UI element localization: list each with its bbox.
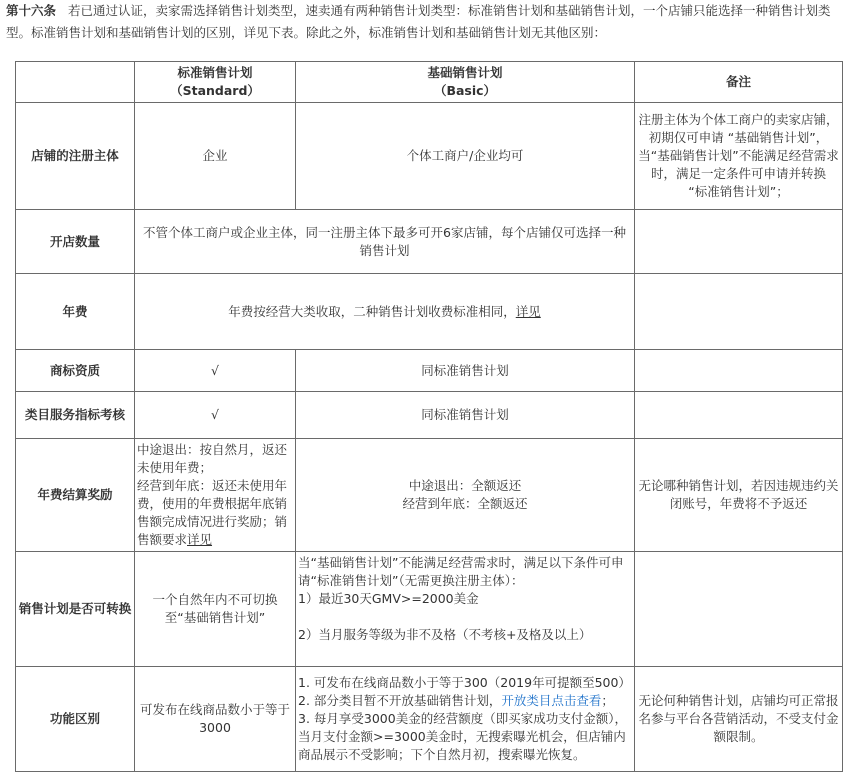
row-label-fee-reward: 年费结算奖励	[16, 439, 135, 552]
sales-plan-table	[15, 61, 843, 772]
cell-standard-trademark: √	[135, 350, 296, 392]
cell-basic-category-kpi: 同标准销售计划	[296, 392, 635, 439]
reward-detail-link[interactable]: 详见	[187, 532, 213, 547]
table-row	[16, 439, 843, 552]
cell-remark-features: 无论何种销售计划，店铺均可正常报名参与平台各营销活动，不受支付金额限制。	[635, 667, 843, 772]
cell-standard-features: 可发布在线商品数小于等于3000	[135, 667, 296, 772]
cell-store-count-merged: 不管个体工商户或企业主体，同一注册主体下最多可开6家店铺，每个店铺仅可选择一种销售计划	[135, 210, 635, 274]
header-remark: 备注	[635, 62, 843, 103]
cell-remark-category-kpi	[635, 392, 843, 439]
cell-remark-annual-fee	[635, 274, 843, 350]
cell-basic-fee-reward: 中途退出：全额返还 经营到年底：全额返还	[296, 439, 635, 552]
cell-remark-registration: 注册主体为个体工商户的卖家店铺，初期仅可申请 “基础销售计划”，当“基础销售计划”不能满足经营需求时，满足一定条件可申请并转换 “标准销售计划”；	[635, 103, 843, 210]
cell-basic-features: 1. 可发布在线商品数小于等于300（2019年可提额至500） 2. 部分类目暂不开放基础销售计划，开放类目点击查看； 3. 每月享受3000美金的经营额度（即买家成功支付金额），当月支付金额>=3000美金时，无搜索曝光机会，但店铺内商品展示不受影响；下个自然月初，搜索曝光恢复。	[296, 667, 635, 772]
cell-remark-fee-reward: 无论哪种销售计划，若因违规违约关闭账号，年费将不予返还	[635, 439, 843, 552]
header-row	[16, 62, 843, 103]
table-row	[16, 392, 843, 439]
intro-paragraph	[6, 0, 854, 44]
cell-basic-registration: 个体工商户/企业均可	[296, 103, 635, 210]
row-label-store-count: 开店数量	[16, 210, 135, 274]
header-standard: 标准销售计划 （Standard）	[135, 62, 296, 103]
cell-annual-fee-merged: 年费按经营大类收取，二种销售计划收费标准相同，详见	[135, 274, 635, 350]
row-label-convertible: 销售计划是否可转换	[16, 552, 135, 667]
row-label-registration: 店铺的注册主体	[16, 103, 135, 210]
open-categories-link[interactable]: 开放类目点击查看	[501, 693, 602, 708]
intro-text: 若已通过认证，卖家需选择销售计划类型，速卖通有两种销售计划类型：标准销售计划和基础销售计划，一个店铺只能选择一种销售计划类型。标准销售计划和基础销售计划的区别，详见下表。除此之外，标准销售计划和基础销售计划无其他区别：	[6, 3, 831, 40]
cell-remark-convertible	[635, 552, 843, 667]
cell-standard-fee-reward: 中途退出：按自然月，返还未使用年费； 经营到年底：返还未使用年费，使用的年费根据年底销售额完成情况进行奖励；销售额要求详见	[135, 439, 296, 552]
cell-standard-convertible: 一个自然年内不可切换至“基础销售计划”	[135, 552, 296, 667]
row-label-trademark: 商标资质	[16, 350, 135, 392]
cell-basic-convertible: 当“基础销售计划”不能满足经营需求时，满足以下条件可申请“标准销售计划”（无需更换注册主体）： 1）最近30天GMV>=2000美金 2）当月服务等级为非不及格（不考核+及格及以上）	[296, 552, 635, 667]
table-row	[16, 667, 843, 772]
table-row	[16, 103, 843, 210]
table-row	[16, 552, 843, 667]
cell-basic-trademark: 同标准销售计划	[296, 350, 635, 392]
corner-cell	[16, 62, 135, 103]
cell-remark-store-count	[635, 210, 843, 274]
cell-remark-trademark	[635, 350, 843, 392]
header-basic: 基础销售计划 （Basic）	[296, 62, 635, 103]
table-row	[16, 274, 843, 350]
article-number: 第十六条	[6, 3, 57, 18]
cell-standard-category-kpi: √	[135, 392, 296, 439]
row-label-annual-fee: 年费	[16, 274, 135, 350]
table-row	[16, 350, 843, 392]
cell-standard-registration: 企业	[135, 103, 296, 210]
row-label-category-kpi: 类目服务指标考核	[16, 392, 135, 439]
row-label-features: 功能区别	[16, 667, 135, 772]
annual-fee-detail-link[interactable]: 详见	[515, 303, 541, 319]
table-row	[16, 210, 843, 274]
